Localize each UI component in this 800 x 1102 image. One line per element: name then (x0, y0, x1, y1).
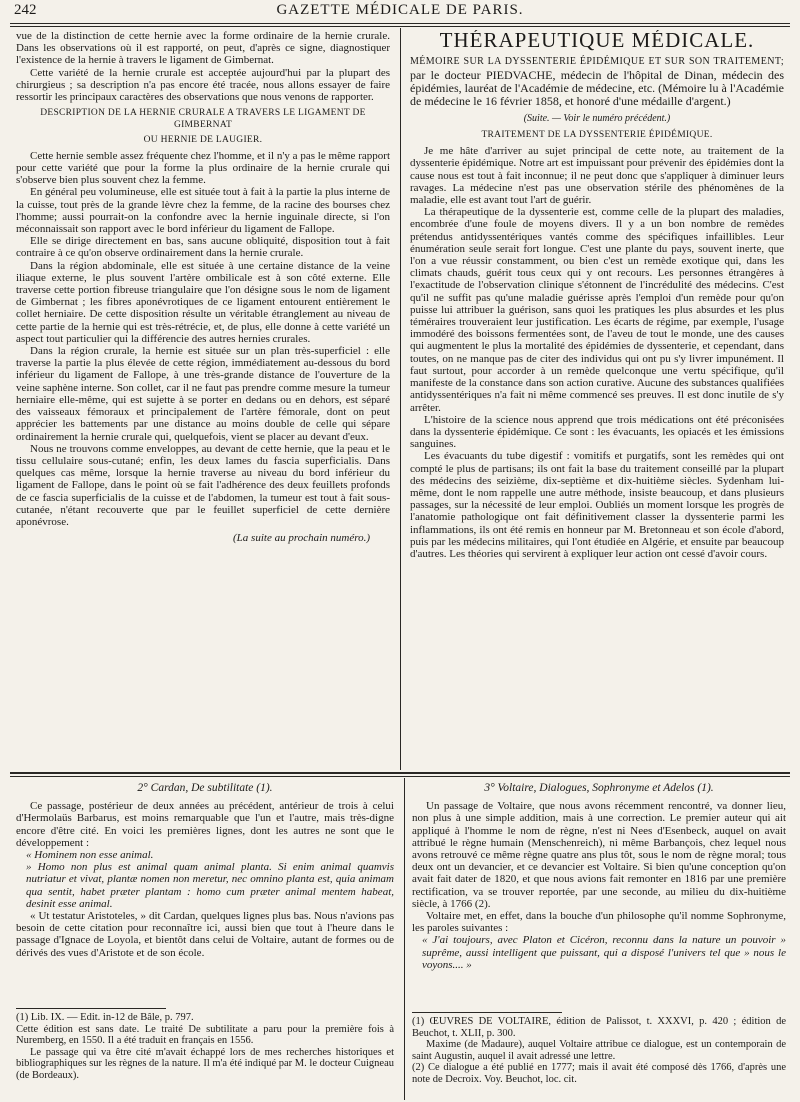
subheading: TRAITEMENT DE LA DYSSENTERIE ÉPIDÉMIQUE. (481, 130, 713, 141)
voltaire-quote: « J'ai toujours, avec Platon et Cicéron, reconnu dans la nature un pouvoir » suprême, aussi intelligent que puissant, qui a disposé l'univers tel que » nous le voyons.... » (422, 934, 786, 971)
column-divider-top (400, 28, 401, 770)
section-heading: DESCRIPTION DE LA HERNIE CRURALE A TRAVERS LE LIGAMENT DE GIMBERNAT (40, 108, 366, 131)
feuilleton-right (412, 782, 786, 1014)
header-rule-double (10, 26, 790, 27)
column-divider-bottom (404, 778, 405, 1100)
paragraph: Cette hernie semble assez fréquente chez l'homme, et il n'y a pas le même rapport pour cette variété que pour la forme la plus ordinaire de la hernie crurale qui s'observe bien plus souvent chez la femme. (16, 149, 390, 187)
memoir-author: par le docteur PIEDVACHE, médecin de l'hôpital de Dinan, médecin des épidémies, lauréat de l'Académie de médecine, etc. (Mémoire lu à l'Académie de médecine le 16 février 1858, et honoré d'une médaille d'argent.) (410, 67, 784, 109)
footnote: Le passage qui va être cité m'avait échappé lors de mes recherches historiques et bibliographiques sur les règnes de la nature. Il m'a été indiqué par M. le docteur Cuigneau (de Bordeaux). (16, 1046, 394, 1081)
paragraph: vue de la distinction de cette hernie avec la forme ordinaire de la hernie crurale. Dans les observations où il est rapporté, on peut, d'après ce signe, diagnostiquer l'existence de la hernie à travers le ligament de Gimbernat. (16, 30, 390, 67)
memoir-title: MÉMOIRE SUR LA DYSSENTERIE ÉPIDÉMIQUE ET SUR SON TRAITEMENT; (410, 56, 784, 68)
footnote-rule (412, 1012, 562, 1013)
paragraph: En général peu volumineuse, elle est située tout à fait à la partie la plus interne de la cuisse, tout près de la grande lèvre chez la femme, de la racine des bourses chez l'homme; aussi pourrait-on la confondre avec la hernie inguinale directe, si l'on méconnaissait son rapport avec le bord inférieur du ligament de Fallope. (16, 186, 390, 236)
footnote: (1) Lib. IX. — Edit. in-12 de Bâle, p. 797. (16, 1012, 194, 1023)
paragraph: Ce passage, postérieur de deux années au précédent, antérieur de trois à celui d'Hermolaüs Barbarus, est moins remarquable que l'un et l'autre, mais très-digne encore d'être cité. En voici les premières lignes, dont les autres ne sont que le développement : (16, 800, 394, 849)
feuilleton-left (16, 782, 394, 1000)
left-column (16, 30, 390, 770)
paragraph: Nous ne trouvons comme enveloppes, au devant de cette hernie, que la peau et le tissu cellulaire sous-cutané; enfin, les deux lames du fascia superficialis. Dans quelques cas même, lorsque la hernie traverse au niveau du bord inférieur du ligament de Fallope, dans le point où se fait l'adhérence des deux feuillets profonds de ce fascia superficialis de la cuisse et de l'abdomen, la tumeur est tout à fait sous-cutanée, n'étant recouverte que par le feuillet superficiel de cette dernière aponévrose. (16, 442, 390, 528)
footnote: Cette édition est sans date. Le traité De subtilitate a paru pour la première fois à Nuremberg, en 1550. Il a été traduit en français en 1556. (16, 1023, 394, 1047)
paragraph: Elle se dirige directement en bas, sans aucune obliquité, disposition tout à fait contraire à ce qu'on observe ordinairement dans la hernie crurale. (16, 235, 390, 260)
latin-quote: » Homo non plus est animal quam animal planta. Si enim animal quamvis nutriatur et vivat, plantæ nomen non meretur, nec omnino planta est, quia animam qua sentit, habet præter plantam : homo cum præter animal mentem habeat, desinit esse animal. (26, 861, 394, 910)
paragraph: Dans la région abdominale, elle est située à une certaine distance de la veine iliaque externe, le plus souvent l'artère ombilicale est à son côté externe. Elle traverse cette portion fibreuse triangulaire que l'on désigne sous le nom de ligament de Gimbernat ; les fibres aponévrotiques de ce ligament entourent entièrement le collet herniaire. De cette disposition résulte un véritable étranglement au niveau de cette partie de la hernie qui est très-rétrécie, et, de plus, elle donne à cette variété un aspect tout particulier qui la différencie des autres hernies crurales. (16, 259, 390, 345)
right-column (410, 30, 784, 770)
continuation-note: (La suite au prochain numéro.) (233, 532, 370, 545)
paragraph: « Ut testatur Aristoteles, » dit Cardan, quelques lignes plus bas. Nous n'avions pas besoin de cette citation pour reconnaître ici, aussi bien que tout à l'heure dans le passage d'Ignace de Loyola, et bientôt dans celui de Voltaire, autant de formes ou de dérivés des vues d'Aristote et de son école. (16, 910, 394, 959)
paragraph: Voltaire met, en effet, dans la bouche d'un philosophe qu'il nomme Sophronyme, les paroles suivantes : (412, 910, 786, 935)
feuilleton-heading: 2° Cardan, De subtilitate (1). (137, 782, 273, 794)
paragraph: Les évacuants du tube digestif : vomitifs et purgatifs, sont les remèdes qui ont compté le plus de partisans; ils ont fait la base du traitement conseillé par la plupart des médecins des seizième, dix-septième et dix-huitième siècles. Sydenham lui-même, dont le nom rappelle une autre méthode, insiste beaucoup, et dans plusieurs passages, sur la nécessité de leur emploi. Oubliés un moment lorsque les progrès de l'anatomie pathologique ont fait définitivement classer la dyssenterie parmi les inflammations, ils ont été remis en honneur par M. Bretonneau et son école d'abord, puis par les médecins militaires, qui l'ont étudiée en Algérie, et ensuite par beaucoup d'autres. Les théories qui servirent à expliquer leur action ont cessé d'avoir cours. (410, 450, 784, 560)
feuilleton-rule (10, 772, 790, 774)
feuilleton-rule-double (10, 776, 790, 777)
journal-title: GAZETTE MÉDICALE DE PARIS. (276, 2, 524, 18)
paragraph: Dans la région crurale, la hernie est située sur un plan très-superficiel : elle traverse la partie la plus élevée de cette région, immédiatement au-dessous du bord inférieur du ligament de Fallope, à une très-grande distance de l'ouverture de la veine saphène interne. Son collet, car il ne faut pas prendre comme mesure la tumeur herniaire elle-même, qui est sujette à se porter en dedans ou en dehors, est séparé des vaisseaux fémoraux et principalement de l'artère fémorale, dont on peut apprécier les battements par une distance au moins double de celle qui sépare ordinairement la hernie crurale qui, quelquefois, vient se placer au devant d'eux. (16, 345, 390, 443)
paragraph: Je me hâte d'arriver au sujet principal de cette note, au traitement de la dyssenterie épidémique. Notre art est impuissant pour prévenir des épidémies dont la cause nous est tout à fait inconnue; il ne peut donc que s'appliquer à diminuer leurs ravages. La médecine n'est pas une observation stérile des phénomènes de la maladie, elle est avant tout l'art de guérir. (410, 145, 784, 207)
paragraph: Cette variété de la hernie crurale est acceptée aujourd'hui par la plupart des chirurgieus ; sa description n'a pas encore été tracée, nous allons essayer de faire ressortir les principaux caractères des observations que nous venons de rapporter. (16, 66, 390, 104)
page-number: 242 (14, 2, 37, 18)
memoir-heading (410, 54, 784, 109)
footnote: (2) Ce dialogue a été publié en 1777; mais il avait été composé dès 1766, d'après une note de Decroix. Voy. Beuchot, loc. cit. (412, 1062, 786, 1085)
footnotes-left (16, 1012, 394, 1098)
footnote: (1) ŒUVRES DE VOLTAIRE, édition de Palissot, t. XXXVI, p. 420 ; édition de Beuchot, t. XLII, p. 300. (412, 1016, 786, 1039)
footnote: Maxime (de Madaure), auquel Voltaire attribue ce dialogue, est un contemporain de saint Augustin, auquel il avait adressé une lettre. (412, 1039, 786, 1062)
section-title: THÉRAPEUTIQUE MÉDICALE. (439, 30, 755, 52)
footnotes-right (412, 1016, 786, 1100)
suite-note: (Suite. — Voir le numéro précédent.) (523, 112, 671, 124)
feuilleton-heading: 3° Voltaire, Dialogues, Sophronyme et Adelos (1). (484, 782, 714, 794)
footnote-rule (16, 1008, 166, 1009)
paragraph: Un passage de Voltaire, que nous avons récemment rencontré, va donner lieu, non plus à une simple addition, mais à une correction. Le premier auteur qui ait appliqué à l'homme le nom de règne, n'est ni Nees d'Esenbeck, auquel on avait attribué le règne humain (Menschenreich), ni même Barbançois, chez lequel nous avons retrouvé ce même règne quatre ans plus tôt, sous le nom de règne moral; tous deux ont un devancier, et ce devancier est Voltaire. Si bien qu'une conception qu'on avait fait dater de 1820, et que nous avions fait remonter en 1816 par une première rectification, va se trouver reportée, par une seconde, au milieu du dix-huitième siècle, à 1766 (2). (412, 800, 786, 910)
paragraph: L'histoire de la science nous apprend que trois médications ont été préconisées dans la dyssenterie épidémique. Ce sont : les évacuants, les opiacés et les émissions sanguines. (410, 413, 784, 451)
paragraph: La thérapeutique de la dyssenterie est, comme celle de la plupart des maladies, encombrée d'une foule de moyens divers. Il y a un bon nombre de remèdes prétendus antidyssentériques vantés comme des spécifiques infaillibles. Leur énumération seule serait fort longue. C'est une plante du pays, souvent inerte, que l'on a vue réussir constamment, ou bien c'est un remède exotique qui, dans les climats chauds, guérit tous ceux qui y ont recours. Les personnes étrangères à l'exactitude de l'observation clinique s'étonnent de l'incrédulité des médecins. C'est qu'il ne suffit pas qu'une maladie guérisse après l'emploi d'un remède pour qu'on puisse lui attribuer la guérison, sans quoi les pratiques les plus absurdes et les plus téméraires trouveraient leur justification. Les écarts de régime, par exemple, l'usage immodéré des boissons fermentées sont, de l'aveu de tout le monde, une des causes qui augmentent le plus la mortalité des épidémies de dyssenterie, et cependant, dans toutes, on ne manque pas de citer des individus qui ont pu s'y livrer impunément. Il faut surtout, pour accorder à un remède quelconque une vertu spécifique, qu'il manifeste de la constance dans son action curative. Aucune des substances qualifiées antidyssentériques n'a fait ni même commencé ses preuves. Il est donc inutile de s'y arrêter. (410, 206, 784, 414)
section-heading-sub: OU HERNIE DE LAUGIER. (143, 134, 263, 145)
header-rule (10, 23, 790, 24)
latin-quote: « Hominem non esse animal. (26, 849, 154, 862)
page-header (14, 0, 786, 22)
